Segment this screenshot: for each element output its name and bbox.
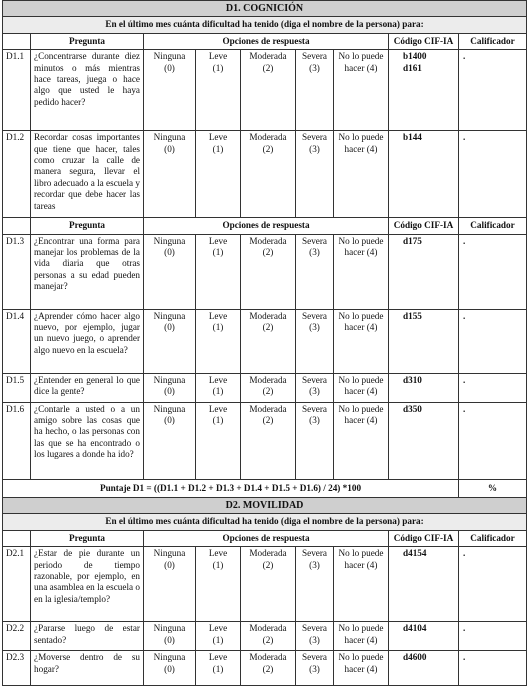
option-value: (1) [212, 559, 224, 570]
option-label: Leve [208, 132, 228, 143]
option-label: Severa [302, 623, 327, 634]
item-question: Recordar cosas importantes que tiene que hacer, tales como cruzar la calle de manera segura, llevar el libro adecuado a la escuela y recordar que debe hacer las tareas [31, 131, 144, 218]
option-value: (1) [212, 386, 224, 397]
option-label: Moderada [249, 623, 287, 634]
option-label: No lo puede [338, 623, 384, 634]
item-question: ¿Pararse luego de estar sentado? [31, 622, 144, 651]
header-code: Código CIF-IA [389, 218, 459, 234]
option-value: (2) [262, 663, 274, 674]
option-value: hacer (4) [344, 415, 378, 426]
option-value: hacer (4) [344, 386, 378, 397]
option-value: (1) [212, 322, 224, 333]
cif-code-line: d161 [403, 62, 422, 73]
header-question: Pregunta [31, 218, 144, 234]
rater-field[interactable]: . [459, 234, 527, 309]
option-label: Severa [302, 51, 327, 62]
option-label: Ninguna [153, 548, 186, 559]
option-label: No lo puede [338, 51, 384, 62]
section-title-row [3, 1, 527, 17]
cif-code-line: d4154 [403, 548, 427, 559]
item-id: D1.5 [3, 373, 31, 402]
response-option-1[interactable] [196, 622, 241, 651]
column-header-row [3, 530, 527, 546]
score-row [3, 479, 527, 497]
option-value: (0) [164, 143, 175, 154]
response-option-4[interactable] [334, 547, 389, 622]
response-option-3[interactable] [296, 234, 334, 309]
option-value: (3) [309, 247, 320, 258]
option-value: (1) [212, 663, 224, 674]
option-label: Ninguna [153, 132, 186, 143]
option-value: (0) [164, 386, 175, 397]
response-option-0[interactable] [144, 622, 196, 651]
rater-field[interactable]: . [459, 309, 527, 373]
response-option-0[interactable] [144, 50, 196, 131]
section-title-row [3, 498, 527, 514]
option-label: No lo puede [338, 403, 384, 414]
option-value: (2) [262, 143, 274, 154]
rater-field[interactable]: . [459, 50, 527, 131]
item-question: ¿Aprender cómo hacer algo nuevo, por ejemplo, jugar un nuevo juego, o aprender algo nuevo en la escuela? [31, 309, 144, 373]
cif-code-line: b144 [403, 132, 422, 143]
option-label: Ninguna [153, 51, 186, 62]
option-label: Severa [302, 235, 327, 246]
rater-field[interactable]: . [459, 622, 527, 651]
assessment-table [2, 0, 527, 686]
option-label: Moderada [249, 403, 287, 414]
score-formula: Puntaje D1 = ((D1.1 + D1.2 + D1.3 + D1.4 + D1.5 + D1.6) / 24) *100 [3, 479, 459, 497]
option-label: Severa [302, 548, 327, 559]
response-option-1[interactable] [196, 131, 241, 218]
option-label: Ninguna [153, 374, 186, 385]
response-option-0[interactable] [144, 131, 196, 218]
option-label: Ninguna [153, 652, 186, 663]
option-value: (3) [309, 386, 320, 397]
option-value: (3) [309, 634, 320, 645]
item-id: D2.1 [3, 547, 31, 622]
header-rater: Calificador [459, 530, 527, 546]
cif-code-line: d350 [403, 403, 422, 414]
item-id: D1.1 [3, 50, 31, 131]
item-row [3, 547, 527, 622]
cif-code-line: d4600 [403, 652, 427, 663]
item-question: ¿Encontrar una forma para manejar los problemas de la vida diaria que otras personas a su edad pueden manejar? [31, 234, 144, 309]
option-label: No lo puede [338, 310, 384, 321]
option-value: (3) [309, 143, 320, 154]
response-option-3[interactable] [296, 373, 334, 402]
response-option-0[interactable] [144, 402, 196, 479]
option-label: Severa [302, 652, 327, 663]
option-value: hacer (4) [344, 634, 378, 645]
cif-code [389, 309, 459, 373]
item-row [3, 309, 527, 373]
option-label: No lo puede [338, 548, 384, 559]
header-blank [3, 33, 31, 49]
instruction-row [3, 514, 527, 530]
header-code: Código CIF-IA [389, 33, 459, 49]
option-value: (0) [164, 663, 175, 674]
rater-field[interactable]: . [459, 402, 527, 479]
cif-code [389, 547, 459, 622]
header-options: Opciones de respuesta [144, 218, 389, 234]
option-label: No lo puede [338, 374, 384, 385]
response-option-1[interactable] [196, 234, 241, 309]
response-option-4[interactable] [334, 373, 389, 402]
option-value: (3) [309, 415, 320, 426]
option-value: (3) [309, 663, 320, 674]
response-option-1[interactable] [196, 309, 241, 373]
header-question: Pregunta [31, 530, 144, 546]
option-value: (1) [212, 415, 224, 426]
response-option-0[interactable] [144, 234, 196, 309]
option-value: hacer (4) [344, 143, 378, 154]
option-value: (3) [309, 559, 320, 570]
item-id: D1.2 [3, 131, 31, 218]
response-option-4[interactable] [334, 309, 389, 373]
option-value: (2) [262, 247, 274, 258]
option-label: Moderada [249, 51, 287, 62]
option-label: Severa [302, 403, 327, 414]
option-value: (2) [262, 634, 274, 645]
response-option-2[interactable] [241, 402, 296, 479]
rater-field[interactable]: . [459, 373, 527, 402]
item-row [3, 50, 527, 131]
response-option-2[interactable] [241, 373, 296, 402]
response-option-2[interactable] [241, 50, 296, 131]
response-option-3[interactable] [296, 50, 334, 131]
option-value: hacer (4) [344, 62, 378, 73]
option-label: Leve [208, 548, 228, 559]
option-value: (1) [212, 62, 224, 73]
item-row [3, 234, 527, 309]
instruction-row [3, 17, 527, 33]
response-option-1[interactable] [196, 50, 241, 131]
header-code: Código CIF-IA [389, 530, 459, 546]
cif-code-line: d155 [403, 310, 422, 321]
option-value: hacer (4) [344, 559, 378, 570]
item-question: ¿Moverse dentro de su hogar? [31, 651, 144, 686]
rater-field[interactable]: . [459, 131, 527, 218]
option-value: (1) [212, 634, 224, 645]
option-label: Severa [302, 310, 327, 321]
cif-code [389, 402, 459, 479]
cif-code-line: d310 [403, 374, 422, 385]
option-label: Moderada [249, 310, 287, 321]
item-row [3, 131, 527, 218]
cif-code-line: b1400 [403, 51, 427, 62]
response-option-3[interactable] [296, 622, 334, 651]
section-title: D1. COGNICIÓN [3, 1, 527, 17]
option-value: (1) [212, 247, 224, 258]
cif-code [389, 622, 459, 651]
option-label: Ninguna [153, 310, 186, 321]
option-value: (0) [164, 247, 175, 258]
section-instruction: En el último mes cuánta dificultad ha tenido (diga el nombre de la persona) para: [3, 17, 527, 33]
response-option-3[interactable] [296, 402, 334, 479]
option-value: (2) [262, 386, 274, 397]
option-value: (2) [262, 62, 274, 73]
item-id: D1.4 [3, 309, 31, 373]
option-label: Moderada [249, 374, 287, 385]
item-question: ¿Entender en general lo que dice la gente? [31, 373, 144, 402]
header-question: Pregunta [31, 33, 144, 49]
option-value: (0) [164, 322, 175, 333]
option-value: (0) [164, 559, 175, 570]
item-row [3, 402, 527, 479]
rater-field[interactable]: . [459, 651, 527, 686]
option-label: Severa [302, 374, 327, 385]
option-label: Leve [208, 652, 228, 663]
response-option-4[interactable] [334, 50, 389, 131]
cif-code-line: d175 [403, 235, 422, 246]
header-options: Opciones de respuesta [144, 33, 389, 49]
column-header-row [3, 218, 527, 234]
option-label: Leve [208, 374, 228, 385]
score-unit: % [459, 479, 527, 497]
option-value: (2) [262, 322, 274, 333]
response-option-2[interactable] [241, 234, 296, 309]
option-value: hacer (4) [344, 322, 378, 333]
option-label: Leve [208, 403, 228, 414]
item-question: ¿Concentrarse durante diez minutos o más mientras hace tareas, juega o hace algo que usted le haya pedido hacer? [31, 50, 144, 131]
option-label: Leve [208, 235, 228, 246]
header-rater: Calificador [459, 218, 527, 234]
cif-code-line: d4104 [403, 623, 427, 634]
rater-field[interactable]: . [459, 547, 527, 622]
header-options: Opciones de respuesta [144, 530, 389, 546]
option-value: hacer (4) [344, 663, 378, 674]
option-label: No lo puede [338, 235, 384, 246]
item-row [3, 622, 527, 651]
option-label: Moderada [249, 548, 287, 559]
cif-code [389, 234, 459, 309]
option-label: No lo puede [338, 132, 384, 143]
cif-code [389, 373, 459, 402]
item-id: D2.3 [3, 651, 31, 686]
option-label: Moderada [249, 132, 287, 143]
response-option-3[interactable] [296, 309, 334, 373]
option-label: Moderada [249, 652, 287, 663]
response-option-2[interactable] [241, 309, 296, 373]
cif-code [389, 50, 459, 131]
option-label: Ninguna [153, 235, 186, 246]
item-row [3, 373, 527, 402]
option-value: (2) [262, 415, 274, 426]
response-option-1[interactable] [196, 373, 241, 402]
section-title: D2. MOVILIDAD [3, 498, 527, 514]
option-value: (3) [309, 322, 320, 333]
response-option-3[interactable] [296, 131, 334, 218]
item-id: D2.2 [3, 622, 31, 651]
option-label: Leve [208, 51, 228, 62]
cif-code [389, 131, 459, 218]
response-option-4[interactable] [334, 131, 389, 218]
item-question: ¿Contarle a usted o a un amigo sobre las cosas que ha hecho, o las personas con las que se ha encontrado o los lugares a donde ha ido? [31, 402, 144, 479]
option-value: hacer (4) [344, 247, 378, 258]
header-blank [3, 218, 31, 234]
response-option-3[interactable] [296, 547, 334, 622]
response-option-1[interactable] [196, 402, 241, 479]
header-rater: Calificador [459, 33, 527, 49]
response-option-2[interactable] [241, 622, 296, 651]
response-option-0[interactable] [144, 373, 196, 402]
option-label: Ninguna [153, 403, 186, 414]
item-question: ¿Estar de pie durante un periodo de tiempo razonable, por ejemplo, en una asamblea en la escuela o en la iglesia/templo? [31, 547, 144, 622]
header-blank [3, 530, 31, 546]
option-label: Ninguna [153, 623, 186, 634]
option-value: (0) [164, 62, 175, 73]
response-option-4[interactable] [334, 402, 389, 479]
response-option-0[interactable] [144, 309, 196, 373]
item-id: D1.3 [3, 234, 31, 309]
option-value: (2) [262, 559, 274, 570]
option-value: (0) [164, 634, 175, 645]
option-label: Moderada [249, 235, 287, 246]
response-option-1[interactable] [196, 547, 241, 622]
option-value: (0) [164, 415, 175, 426]
option-value: (1) [212, 143, 224, 154]
column-header-row [3, 33, 527, 49]
response-option-2[interactable] [241, 131, 296, 218]
option-value: (3) [309, 62, 320, 73]
option-label: Leve [208, 623, 228, 634]
response-option-4[interactable] [334, 622, 389, 651]
response-option-0[interactable] [144, 547, 196, 622]
response-option-4[interactable] [334, 234, 389, 309]
section-instruction: En el último mes cuánta dificultad ha tenido (diga el nombre de la persona) para: [3, 514, 527, 530]
option-label: Leve [208, 310, 228, 321]
item-id: D1.6 [3, 402, 31, 479]
option-label: Severa [302, 132, 327, 143]
option-label: No lo puede [338, 652, 384, 663]
response-option-2[interactable] [241, 547, 296, 622]
